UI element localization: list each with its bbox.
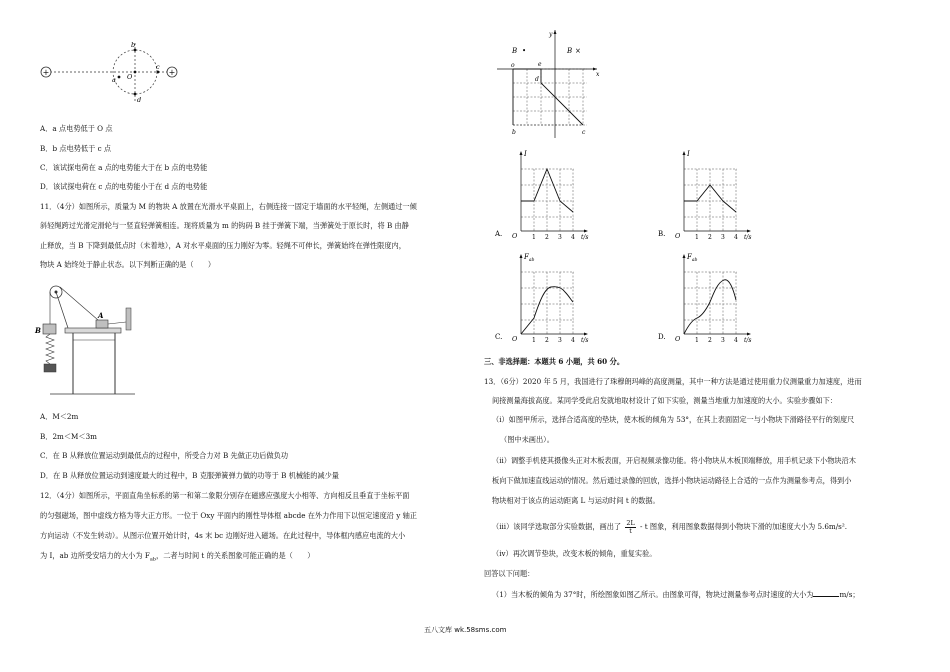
q12-line-3: 方向运动（不发生转动）。从图示位置开始计时，4s 末 bc 边刚好进入磁场。在此过程中，导体框内感应电流的大小: [40, 531, 406, 540]
fig12-label-b-left: B: [512, 47, 518, 55]
q13-frac-den: t: [629, 526, 632, 535]
graph-c-tick-4: 4: [571, 337, 575, 344]
q13-step-2-line-3: 物块相对于该点的运动距离 L 与运动时间 t 的数据。: [492, 496, 660, 505]
q10-option-a: A．a 点电势低于 O 点: [40, 124, 113, 133]
svg-text:+: +: [168, 68, 176, 77]
graph-c: [495, 250, 605, 345]
q10-option-c: C．该试探电荷在 a 点的电势能大于在 b 点的电势能: [40, 163, 208, 172]
fig11-label-a: A: [98, 311, 104, 320]
graph-c-origin: O: [512, 335, 518, 343]
fig12-label-o: o: [511, 62, 515, 69]
fig12-label-c: c: [582, 129, 586, 136]
q13-sub-1-blank[interactable]: [813, 588, 839, 597]
q13-frac-num: 2L: [626, 518, 635, 527]
q13-step-3: [492, 516, 847, 538]
graph-d-tick-1: 1: [695, 337, 699, 344]
fig12-label-b: b: [512, 129, 516, 136]
graph-c-f-sub: ab: [528, 258, 535, 263]
q11-option-d: D．在 B 从释放位置运动到速度最大的过程中，B 克服弹簧弹力做的功等于 B 机械能的减少量: [40, 471, 339, 480]
graph-d-x-label: t/s: [744, 337, 752, 344]
graph-c-y-label: [523, 253, 535, 263]
graph-a-origin: O: [512, 232, 518, 240]
fig10-label-b: b: [131, 41, 136, 49]
q13-sub-1-text: （1）当木板的倾角为 37°时，所绘图象如图乙所示。由图象可得，物块过测量参考点时速度的大小为: [492, 590, 814, 599]
fig10-label-o: O: [127, 73, 133, 81]
q12-line-4: [40, 550, 314, 565]
q11-line-3: 止释放，当 B 下降到最低点时（未着地），A 对水平桌面的压力刚好为零。轻绳不可伸长，弹簧始终在弹性限度内，: [40, 241, 406, 250]
graph-c-x-label: t/s: [581, 337, 589, 344]
graph-d-y-label: [686, 253, 698, 263]
q13-step-2-line-2: 板向下做加速直线运动的情况。然后通过录像的回放，选择小物块运动路径上合适的一点作为测量参考点，得到小: [492, 476, 852, 485]
q10-option-d: D．该试探电荷在 c 点的电势能小于在 d 点的电势能: [40, 182, 208, 191]
q11-line-1: 11．（4分）如图所示，质量为 M 的物块 A 放置在光滑水平桌面上，右侧连接一固定于墙面的水平轻绳，左侧通过一倾: [40, 202, 417, 211]
q13-answer-intro: 回答以下问题：: [484, 569, 535, 578]
graph-d-option-label: D.: [658, 333, 666, 341]
fig12-label-e: e: [538, 61, 542, 68]
graph-d-tick-2: 2: [708, 337, 712, 344]
q13-line-1: 13．（6分）2020 年 5 月，我国进行了珠穆朗玛峰的高度测量，其中一种方法是通过使用重力仪测量重力加速度，进而: [484, 377, 862, 386]
q11-line-4: 物块 A 始终处于静止状态。以下判断正确的是（ ）: [40, 260, 216, 269]
q11-option-c: C．在 B 从释放位置运动到最低点的过程中，所受合力对 B 先做正功后做负功: [40, 451, 289, 460]
graph-c-tick-2: 2: [545, 337, 549, 344]
graph-a-option-label: A.: [495, 230, 503, 238]
q13-step-4: （iv）再次调节垫块，改变木板的倾角，重复实验。: [492, 549, 657, 558]
q13-fraction: [625, 520, 635, 535]
graph-b: [658, 147, 768, 242]
graph-a-tick-2: 2: [545, 234, 549, 241]
graph-b-tick-2: 2: [708, 234, 712, 241]
graph-b-origin: O: [675, 232, 681, 240]
q13-step-1-line-1: （i）如图甲所示，选择合适高度的垫块，使木板的倾角为 53°，在其上表面固定一与小物块下滑路径平行的刻度尺: [492, 415, 855, 424]
graph-c-tick-3: 3: [558, 337, 562, 344]
q13-sub-1-unit: m/s；: [839, 590, 860, 599]
fig10-label-a: a: [112, 76, 116, 84]
fig12-label-x: x: [596, 71, 600, 78]
fig10-label-d: d: [137, 96, 142, 104]
graph-a-tick-3: 3: [558, 234, 562, 241]
q13-line-2: 间接测量海拔高度。某同学受此启发就地取材设计了如下实验，测量当地重力加速度的大小。实验步骤如下：: [492, 396, 838, 405]
graph-b-y-label: I: [687, 150, 690, 158]
q13-step-3-post: - t 图象，利用图象数据得到小物块下滑的加速度大小为 5.6m/s².: [640, 522, 848, 531]
q12-figure: [497, 28, 607, 143]
graph-b-tick-3: 3: [721, 234, 725, 241]
graph-a-y-label: I: [524, 150, 527, 158]
fig12-mark-cross: ×: [575, 47, 581, 55]
graph-b-tick-4: 4: [734, 234, 738, 241]
q11-option-a: A．M＜2m: [40, 412, 79, 421]
graph-d-origin: O: [675, 335, 681, 343]
graph-c-option-label: C.: [495, 333, 503, 341]
graph-d-f: F: [687, 253, 692, 261]
graph-a-tick-4: 4: [571, 234, 575, 241]
footer-watermark: 五八文库 wk.58sms.com: [424, 626, 507, 634]
q12-line-4-text: 为 I，ab 边所受安培力的大小为 F: [40, 551, 150, 560]
section-3-heading: 三、非选择题：本题共 6 小题，共 60 分。: [484, 357, 625, 366]
graph-c-tick-1: 1: [532, 337, 536, 344]
graph-d-f-sub: ab: [691, 258, 698, 263]
graph-a-tick-1: 1: [532, 234, 536, 241]
graph-b-tick-1: 1: [695, 234, 699, 241]
q12-line-4-tail: ，二者与时间 t 的关系图象可能正确的是（ ）: [156, 551, 315, 560]
fig10-label-c: c: [156, 63, 160, 71]
graph-d-tick-4: 4: [734, 337, 738, 344]
q11-option-b: B．2m＜M＜3m: [40, 432, 97, 441]
q13-step-2-line-1: （ii）调整手机使其摄像头正对木板表面，开启视频录像功能。将小物块从木板顶端释放，用手机记录下小物块沿木: [492, 456, 856, 465]
fig11-label-b: B: [35, 326, 41, 335]
fig12-label-d: d: [535, 76, 539, 83]
fig12-label-b-right: B: [567, 47, 573, 55]
graph-b-option-label: B.: [658, 230, 666, 238]
q10-figure: [38, 35, 188, 110]
q13-step-3-pre: （iii）该同学选取部分实验数据，画出了: [492, 522, 622, 531]
q11-figure: [35, 278, 140, 398]
graph-c-f: F: [524, 253, 529, 261]
q13-step-1-line-2: （图中未画出）。: [500, 435, 554, 444]
fig12-label-y: y: [549, 31, 553, 38]
graph-d-tick-3: 3: [721, 337, 725, 344]
q12-line-2: 的匀强磁场，图中虚线方格为等大正方形。一位于 Oxy 平面内的刚性导体框 abcde 在外力作用下以恒定速度沿 y 轴正: [40, 511, 417, 520]
fig12-mark-dot: •: [522, 47, 527, 55]
graph-d: [658, 250, 768, 345]
q12-f-subscript: ab: [149, 556, 157, 563]
q11-line-2: 斜轻绳跨过光滑定滑轮与一竖直轻弹簧相连。现将质量为 m 的钩码 B 挂于弹簧下端，当弹簧处于原长时，将 B 由静: [40, 221, 409, 230]
q10-option-b: B．b 点电势低于 c 点: [40, 144, 112, 153]
graph-a: [495, 147, 605, 242]
svg-text:+: +: [42, 68, 50, 77]
q12-line-1: 12．（4分）如图所示，平面直角坐标系的第一和第二象限分别存在磁感应强度大小相等、方向相反且垂直于坐标平面: [40, 491, 410, 500]
q13-sub-1: [492, 588, 860, 600]
graph-a-x-label: t/s: [581, 234, 589, 241]
graph-b-x-label: t/s: [744, 234, 752, 241]
